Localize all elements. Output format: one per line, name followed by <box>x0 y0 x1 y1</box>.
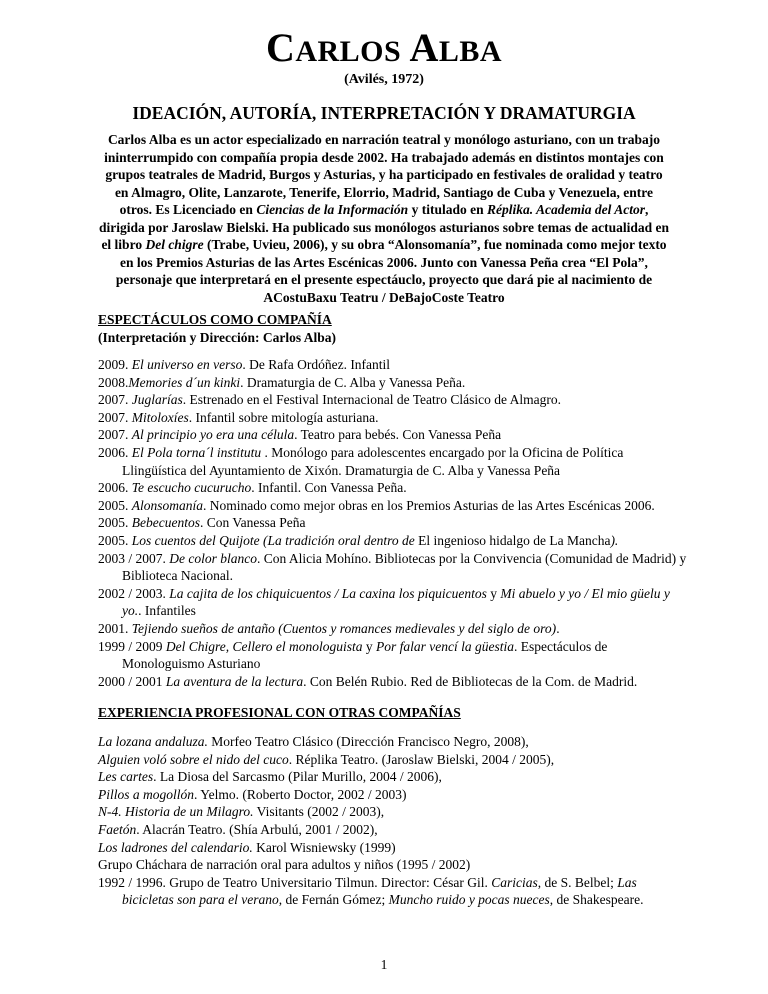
text-run: . Monólogo para adolescentes encargado por la Oficina de Política Llingüística del Ayuntamiento de Xixón. Dramaturgia de C. Alba y Vanessa Peña <box>122 444 624 478</box>
list-item <box>98 585 688 620</box>
list-item <box>98 638 688 673</box>
name-initial: C <box>265 25 296 70</box>
biography-paragraph <box>98 131 670 306</box>
section-subheading-company-shows: (Interpretación y Dirección: Carlos Alba) <box>98 330 336 345</box>
list-item <box>98 856 688 874</box>
section-heading-other-companies: EXPERIENCIA PROFESIONAL CON OTRAS COMPAÑÍAS <box>98 705 461 720</box>
italic-text: Memories d´un kinki <box>128 374 241 390</box>
italic-text: Ciencias de la Información <box>256 202 409 217</box>
surname-initial: A <box>409 25 439 70</box>
italic-text: La cajita de los chiquicuentos / La caxina los piquicuentos <box>169 585 487 601</box>
text-run: . Infantil. Con Vanessa Peña. <box>251 480 407 496</box>
list-item <box>98 497 688 515</box>
text-run: (Trabe, Uvieu, 2006), y su obra “Alonsomanía”, fue nominada como mejor texto en los Premios Asturias de las Artes Escénicas 2006. Junto con Vanessa Peña crea “El Pola”, personaje que interpretará en el presente espectáuclo, proyecto que dará pie al nacimiento de ACostuBaxu Teatru / DeBajoCoste Teatro <box>115 237 667 305</box>
company-shows-list <box>98 356 688 690</box>
text-run: . Con Vanessa Peña <box>199 515 306 531</box>
italic-text: El universo en verso <box>131 357 243 372</box>
text-run: 1999 / 2009 <box>98 638 166 654</box>
italic-text: Los cuentos del Quijote (La tradición oral dentro de <box>131 532 419 548</box>
text-run: , de Fernán Gómez; <box>278 892 389 908</box>
list-item <box>98 391 688 409</box>
list-item <box>98 751 688 769</box>
text-run: . Dramaturgia de C. Alba y Vanessa Peña. <box>240 374 466 390</box>
list-item <box>98 514 688 532</box>
text-run: 2006. <box>98 480 132 496</box>
list-item <box>98 444 688 479</box>
italic-text: Mitoloxíes <box>131 409 189 425</box>
list-item <box>98 409 688 427</box>
text-run: Karol Wisniewsky (1999) <box>252 839 396 855</box>
italic-text: Pillos a mogollón <box>98 786 195 802</box>
italic-text: Alguien voló sobre el nido del cuco <box>98 751 289 767</box>
page-number: 1 <box>380 957 388 972</box>
text-run: y <box>486 585 501 601</box>
list-item <box>98 426 688 444</box>
other-companies-list <box>98 733 688 909</box>
text-run: 2007. <box>98 427 132 443</box>
italic-text: Caricias <box>491 874 538 890</box>
italic-text: Del Chigre, Cellero el monologuista <box>165 638 363 654</box>
italic-text: Los ladrones del calendario. <box>98 839 253 855</box>
text-run: 2007. <box>98 392 132 408</box>
italic-text: La aventura de la lectura <box>165 673 304 689</box>
italic-text: Te escucho cucurucho <box>131 480 252 496</box>
italic-text: La lozana andaluza. <box>98 734 208 749</box>
list-item <box>98 550 688 585</box>
text-run: . De Rafa Ordóñez. Infantil <box>242 357 391 372</box>
italic-text: Faetón <box>98 821 137 837</box>
text-run: 2000 / 2001 <box>98 673 166 689</box>
text-run: . Espectáculos de Monologuismo Asturiano <box>122 638 608 672</box>
text-run: . Réplika Teatro. (Jaroslaw Bielski, 2004 / 2005), <box>288 751 555 767</box>
italic-text: Tejiendo sueños de antaño (Cuentos y romances medievales y del siglo de oro) <box>131 620 557 636</box>
text-run: , de S. Belbel; <box>537 874 618 890</box>
italic-text: Juglarías <box>131 392 183 408</box>
text-run: . Con Belén Rubio. Red de Bibliotecas de la Com. de Madrid. <box>303 673 638 689</box>
text-run: 2005. <box>98 497 132 513</box>
list-item <box>98 768 688 786</box>
text-run: El ingenioso hidalgo de La Mancha <box>418 532 611 548</box>
text-run: . Con Alicia Mohíno. Bibliotecas por la Convivencia (Comunidad de Madrid) y Biblioteca Nacional. <box>122 550 687 584</box>
text-run: 2005. <box>98 532 132 548</box>
italic-text: ). <box>610 532 619 548</box>
italic-text: De color blanco <box>169 550 257 566</box>
list-item <box>98 356 688 374</box>
italic-text: Bebecuentos <box>131 515 200 531</box>
list-item <box>98 620 688 638</box>
text-run: 2005. <box>98 515 132 531</box>
text-run: , de Shakespeare. <box>549 892 644 908</box>
text-run: , dirigida por Jaroslaw Bielski. Ha publicado sus monólogos asturianos sobre temas de actualidad en el libro <box>98 202 670 252</box>
text-run: y <box>362 638 376 654</box>
text-run: Visitants (2002 / 2003), <box>253 804 385 820</box>
text-run: 2001. <box>98 620 132 636</box>
italic-text: Muncho ruido y pocas nueces <box>388 892 550 908</box>
list-item <box>98 874 688 909</box>
text-run: . Infantiles <box>138 603 196 619</box>
italic-text: Las bicicletas son para el verano <box>122 874 637 908</box>
text-run: 2003 / 2007. <box>98 550 170 566</box>
text-run: . Alacrán Teatro. (Shía Arbulú, 2001 / 2002), <box>136 821 378 837</box>
list-item <box>98 374 688 392</box>
text-run: 2007. <box>98 409 132 425</box>
text-run: . Infantil sobre mitología asturiana. <box>188 409 379 425</box>
list-item <box>98 839 688 857</box>
italic-text: Alonsomanía <box>131 497 204 513</box>
text-run: Carlos Alba es un actor especializado en narración teatral y monólogo asturiano, con un trabajo ininterrumpido con compañía propia desde 2002. Ha trabajado además en distintos montajes con grupos teatrales de Madrid, Burgos y Asturias, y ha participado en festivales de oralidad y teatro en Almagro, Olite, Lanzarote, Tenerife, Elorrio, Madrid, Santiago de Cuba y Venezuela, entre otros. Es Licenciado en <box>104 132 664 217</box>
list-item <box>98 479 688 497</box>
list-item <box>98 786 688 804</box>
text-run: Grupo Cháchara de narración oral para adultos y niños (1995 / 2002) <box>98 857 471 873</box>
text-run: . Nominado como mejor obras en los Premios Asturias de las Artes Escénicas 2006. <box>203 497 655 513</box>
text-run: 2002 / 2003. <box>98 585 170 601</box>
italic-text: Les cartes <box>98 769 154 785</box>
italic-text: N-4. Historia de un Milagro. <box>98 804 254 820</box>
surname-rest: LBA <box>438 35 503 68</box>
name-rest: ARLOS <box>295 35 402 68</box>
text-run: . <box>556 620 560 636</box>
text-run: 2009. <box>98 357 132 372</box>
text-run: 1992 / 1996. Grupo de Teatro Universitario Tilmun. Director: César Gil. <box>98 874 492 890</box>
text-run: . La Diosa del Sarcasmo (Pilar Murillo, 2004 / 2006), <box>153 769 442 785</box>
birth-info: (Avilés, 1972) <box>344 72 424 87</box>
italic-text: Réplika. Academia del Actor <box>486 202 645 217</box>
list-item <box>98 532 688 550</box>
text-run: 2006. <box>98 444 132 460</box>
author-name <box>0 25 768 72</box>
italic-text: Por falar vencí la güestia <box>376 638 514 654</box>
italic-text: Del chigre <box>145 237 204 252</box>
document-subtitle: IDEACIÓN, AUTORÍA, INTERPRETACIÓN Y DRAMATURGIA <box>132 103 636 123</box>
list-item <box>98 673 688 691</box>
text-run: . Estrenado en el Festival Internacional de Teatro Clásico de Almagro. <box>182 392 561 408</box>
italic-text: El Pola torna´l institutu <box>131 444 262 460</box>
text-run: y titulado en <box>408 202 487 217</box>
italic-text: Al principio yo era una célula <box>131 427 295 443</box>
text-run: Morfeo Teatro Clásico (Dirección Francisco Negro, 2008), <box>207 734 529 749</box>
text-run: . Teatro para bebés. Con Vanessa Peña <box>294 427 502 443</box>
text-run: . Yelmo. (Roberto Doctor, 2002 / 2003) <box>194 786 407 802</box>
italic-text: Mi abuelo y yo / El mio güelu y yo. <box>122 585 670 619</box>
list-item <box>98 733 688 751</box>
section-heading-company-shows: ESPECTÁCULOS COMO COMPAÑÍA <box>98 312 332 327</box>
list-item <box>98 803 688 821</box>
list-item <box>98 821 688 839</box>
text-run: 2008. <box>98 374 129 390</box>
